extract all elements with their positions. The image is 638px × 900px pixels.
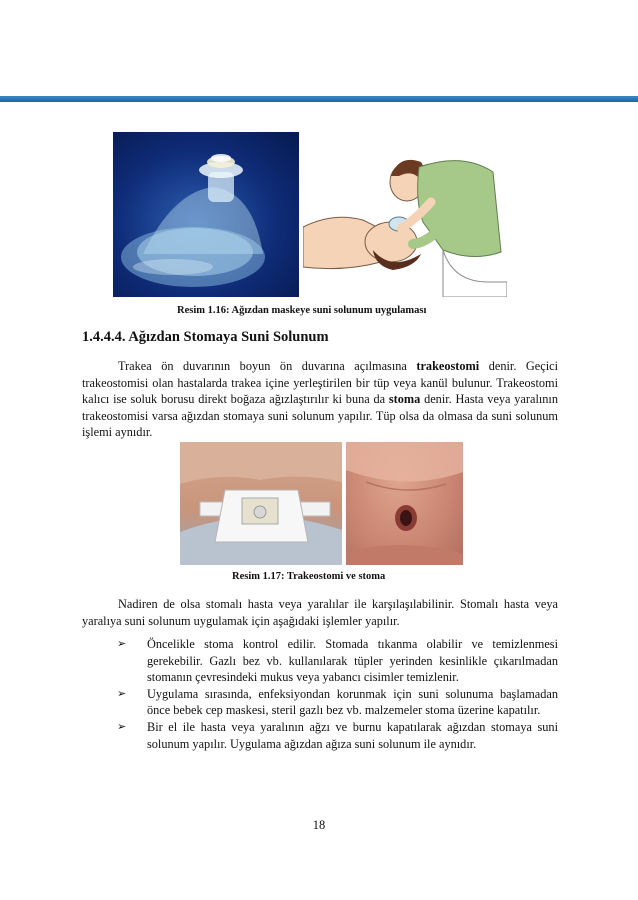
- term-trakeostomi: trakeostomi: [416, 359, 480, 373]
- figure-1: [113, 132, 507, 297]
- rescuer-mouth-to-mask-illustration: [303, 132, 507, 297]
- paragraph-text-1: Trakea ön duvarının boyun ön duvarına açılmasına: [118, 359, 417, 373]
- list-item: [117, 719, 558, 752]
- page-number: 18: [312, 818, 326, 832]
- paragraph-tracheostomy: [82, 358, 558, 441]
- list-item: [117, 636, 558, 686]
- figure-1-caption: Resim 1.16: Ağızdan maskeye suni solunum uygulaması: [177, 305, 427, 316]
- list-item-text: Öncelikle stoma kontrol edilir. Stomada tıkanma olabilir ve temizlenmesi gerekebilir. Gazlı bez vb. kullanılarak tüpler yerinden kesinlikle çıkarılmadan stomanın çevresindeki mukus veya yabancı cisimler temizlenir.: [147, 637, 558, 685]
- list-item-text: Bir el ile hasta veya yaralının ağzı ve burnu kapatılarak ağızdan stomaya suni solunum yapılır. Uygulama ağızdan ağıza suni solunum ile aynıdır.: [147, 719, 558, 751]
- paragraph-stoma-patients: Nadiren de olsa stomalı hasta veya yaralılar ile karşılaşılabilinir. Stomalı hasta veya yaralıya suni solunum uygulamak için aşağıdaki işlemler yapılır.: [82, 597, 558, 628]
- stoma-photo: [346, 442, 463, 565]
- section-heading: 1.4.4.4. Ağızdan Stomaya Suni Solunum: [82, 329, 329, 345]
- arrow-bullet-icon: ➢: [117, 686, 127, 700]
- list-item: [117, 686, 558, 719]
- arrow-bullet-icon: ➢: [117, 637, 127, 650]
- list-item-text: Uygulama sırasında, enfeksiyondan korunmak için suni solunuma başlamadan önce bebek cep maskesi, steril gazlı bez vb. malzemeler stoma üzerine kapatılır.: [147, 686, 558, 718]
- paragraph-text-3: denir. Hasta veya yaralının trakeostomisi varsa ağızdan stomaya suni solunum yapılır. Tüp olsa da olmasa da suni solunum işlemi aynıdır.: [82, 392, 558, 440]
- cpr-pocket-mask-photo: [113, 132, 299, 297]
- procedure-list: [117, 636, 558, 752]
- paragraph-text-2: denir. Geçici trakeostomisi olan hastalarda trakea içine yerleştirilen bir tüp veya kanül bulunur. Trakeostomi kalıcı ise soluk borusu direkt boğaza ağızlaştırılır ki buna da: [82, 359, 558, 407]
- figure-2: [180, 442, 463, 565]
- arrow-bullet-icon: ➢: [117, 719, 127, 733]
- figure-2-caption: Resim 1.17: Trakeostomi ve stoma: [232, 571, 386, 582]
- header-rule: [0, 96, 638, 102]
- tracheostomy-tube-photo: [180, 442, 342, 565]
- term-stoma: stoma: [388, 392, 421, 407]
